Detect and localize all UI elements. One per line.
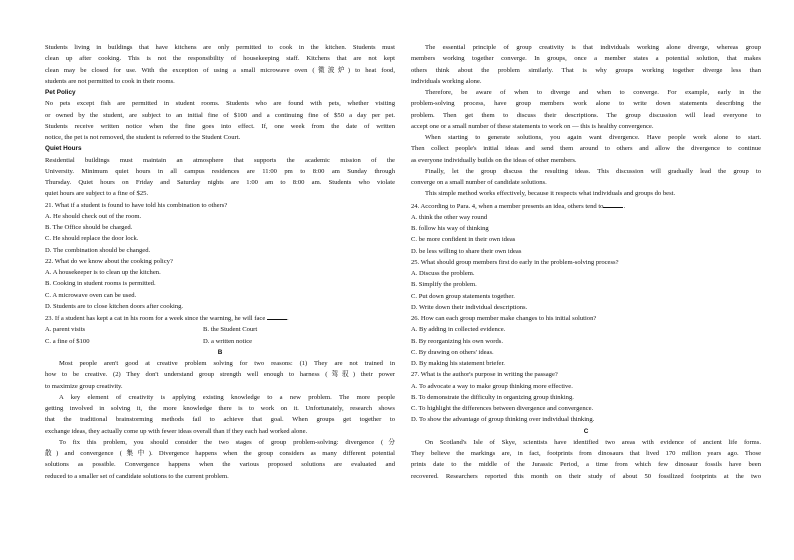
question-22-option[interactable]: B. Cooking in student rooms is permitted. — [45, 280, 156, 288]
passage-c-line: On Scotland's Isle of Skye, scientists have identified two areas with evidence of ancient life forms. — [425, 438, 761, 446]
question-24-option[interactable]: A. think the other way round — [411, 213, 488, 221]
kitchen-line: clean up after cooking. This is not the responsibility of housekeeping staff. Kitchens that are not kept — [45, 55, 395, 63]
passage-b-line: The essential principle of group creativity is that individuals working alone diverge, whereas group — [425, 44, 761, 51]
question-21-stem: 21. What if a student is found to have told his combination to others? — [45, 201, 228, 209]
passage-b-line: others think about the problem similarly. That is why groups working together diverge less than — [411, 66, 761, 74]
passage-b-line: Then collect people's initial ideas and send them around to others and allow the divergence to continue — [411, 145, 761, 153]
passage-b-line: exchange ideas, they actually come up with fewer ideas overall than if they each had worked alone. — [45, 427, 308, 435]
answer-blank[interactable] — [603, 200, 626, 210]
question-23-stem-text: 23. If a student has kept a cat in his room for a week since the warning, he will face — [45, 315, 266, 322]
question-26-option[interactable]: D. By making his statement briefer. — [411, 360, 505, 367]
passage-b-line: To fix this problem, you should consider the two stages of group problem-solving: divergence (分 — [59, 438, 395, 446]
question-27-stem: 27. What is the author's purpose in writing the passage? — [411, 371, 558, 379]
passage-c-line: They believe the markings are, in fact, footprints from dinosaurs that lived 170 million years ago. Those — [411, 450, 761, 457]
question-23-options-row — [45, 324, 395, 335]
section-c-heading: C — [583, 427, 589, 435]
question-27-option[interactable]: D. To show the advantage of group thinking over individual thinking. — [411, 416, 595, 424]
passage-b-line: This simple method works effectively, because it respects what individuals and groups do best. — [425, 190, 676, 198]
question-23-stem — [45, 312, 395, 324]
question-26-option[interactable]: A. By adding in collected evidence. — [411, 326, 506, 334]
quiet-line: University. Minimum quiet hours in all campus residences are 11:00 pm to 8:00 am Sunday through — [45, 167, 395, 175]
question-23-option[interactable]: B. the Student Court — [203, 326, 258, 334]
passage-b-line: to maximize group creativity. — [45, 382, 123, 390]
question-22-option[interactable]: D. Students are to close kitchen doors after cooking. — [45, 302, 184, 310]
kitchen-line: Students living in buildings that have kitchens are only permitted to cook in the kitchen. Students must — [45, 44, 395, 51]
passage-b-line: reduced to a smaller set of candidate solutions to the current problem. — [45, 472, 229, 480]
passage-b-line: how to be creative. (2) They don't understand group strength well enough to harness (驾驭) their power — [45, 371, 395, 379]
pet-line: Students receive written notice when the fine goes into effect. If, one week from the date of written — [45, 122, 395, 130]
passage-b-line: accept one or a small number of these statements to work on — this is healthy convergence. — [411, 122, 654, 130]
passage-b-line: problem. Then get them to discuss their descriptions. The group discussion will lead everyone to — [411, 111, 761, 119]
passage-c-line: prints date to the middle of the Jurassic Period, a time from which few dinosaur fossils have been — [411, 461, 761, 469]
passage-b-line: individuals working alone. — [411, 77, 482, 85]
left-column — [45, 42, 395, 482]
question-23-option[interactable]: C. a fine of $100 — [45, 337, 90, 345]
passage-b-line: solutions as possible. Convergence happens when the various proposed solutions are evaluated and — [45, 461, 395, 469]
question-24-option[interactable]: C. be more confident in their own ideas — [411, 236, 516, 244]
question-24-stem-end: . — [623, 202, 626, 210]
passage-b-line: members working together converge. In groups, once a member states a potential solution, that makes — [411, 55, 761, 63]
question-23-option[interactable]: D. a written notice — [203, 337, 253, 345]
question-22-stem: 22. What do we know about the cooking policy? — [45, 257, 173, 265]
question-24-option[interactable]: D. be less willing to share their own ideas — [411, 247, 522, 255]
passage-b-line: problem-solving process, have group members work alone to write down statements describing the — [411, 100, 761, 108]
question-24-stem-text: 24. According to Para. 4, when a member presents an idea, others tend to — [411, 202, 604, 210]
pet-policy-heading: Pet Policy — [45, 89, 76, 96]
question-24-stem — [411, 200, 761, 212]
pet-line: or owned by the student, are subject to an initial fine of $100 and a continuing fine of $50 a day per pet. — [45, 111, 395, 119]
section-b-heading: B — [217, 348, 223, 356]
question-27-option[interactable]: A. To advocate a way to make group thinking more effective. — [411, 382, 573, 390]
passage-b-line: as everyone individually builds on the ideas of other members. — [411, 156, 577, 164]
passage-b-line: Most people aren't good at creative problem solving for two reasons: (1) They are not trained in — [59, 360, 395, 367]
passage-b-line: 散) and convergence (集中). Divergence happens when the group considers as many different potential — [45, 450, 395, 457]
quiet-line: Residential buildings must maintain an atmosphere that supports the academic mission of the — [45, 156, 395, 164]
pet-line: notice, the pet is not removed, the student is referred to the Student Court. — [45, 134, 241, 141]
question-27-option[interactable]: B. To demonstrate the difficulty in organizing group thinking. — [411, 393, 574, 401]
question-25-option[interactable]: B. Simplify the problem. — [411, 281, 477, 289]
question-22-option[interactable]: A. A housekeeper is to clean up the kitchen. — [45, 269, 161, 276]
answer-blank[interactable] — [267, 312, 287, 320]
question-21-option[interactable]: D. The combination should be changed. — [45, 246, 151, 254]
passage-b-line: Finally, let the group discuss the resulting ideas. This discussion will gradually lead the group to — [425, 167, 761, 175]
question-21-option[interactable]: C. He should replace the door lock. — [45, 235, 139, 243]
question-23-stem-end: . — [286, 315, 289, 322]
passage-b-line: Therefore, be aware of when to diverge and when to converge. For example, early in the — [425, 89, 761, 96]
quiet-line: quiet hours are subject to a fine of $25. — [45, 190, 149, 198]
question-26-option[interactable]: C. By drawing on others' ideas. — [411, 348, 494, 356]
quiet-line: Thursday. Quiet hours on Friday and Saturday nights are 1:00 am to 8:00 am. Students who violate — [45, 179, 395, 186]
passage-b-line: converge on a small number of candidate solutions. — [411, 179, 547, 186]
quiet-hours-heading: Quiet Hours — [45, 145, 82, 153]
pet-line: No pets except fish are permitted in student rooms. Students who are found with pets, whether visiting — [45, 100, 395, 108]
question-26-stem: 26. How can each group member make changes to his initial solution? — [411, 315, 597, 322]
passage-b-line: A key element of creativity is applying existing knowledge to a new problem. The more people — [59, 393, 395, 401]
question-21-option[interactable]: A. He should check out of the room. — [45, 212, 142, 220]
passage-b-line: getting involved in solving it, the more knowledge there is to work on it. Unfortunately, research shows — [45, 405, 395, 412]
right-column — [411, 42, 761, 482]
passage-c-line: recovered. Researchers reported this month on their study of about 50 fossilized footprints at the two — [411, 472, 761, 480]
question-23-options-row — [45, 336, 395, 347]
passage-b-line: that the traditional brainstorming methods fail to achieve that goal. When groups get together to — [45, 416, 395, 424]
question-22-option[interactable]: C. A microwave oven can be used. — [45, 291, 137, 299]
question-26-option[interactable]: B. By reorganizing his own words. — [411, 337, 504, 345]
question-25-option[interactable]: D. Write down their individual descriptions. — [411, 303, 528, 311]
question-25-option[interactable]: A. Discuss the problem. — [411, 270, 475, 277]
kitchen-line: clean may be closed for use. With the exception of using a small microwave oven (微波炉) to heat food, — [45, 66, 395, 74]
question-23-option[interactable]: A. parent visits — [45, 326, 86, 334]
question-25-option[interactable]: C. Put down group statements together. — [411, 292, 515, 300]
passage-b-line: When starting to generate solutions, you again want divergence. Have people work alone to start. — [425, 134, 761, 141]
question-27-option[interactable]: C. To highlight the differences between divergence and convergence. — [411, 405, 594, 412]
question-21-option[interactable]: B. The Office should be charged. — [45, 224, 133, 231]
kitchen-line: students are not permitted to cook in their rooms. — [45, 77, 175, 85]
question-25-stem: 25. What should group members first do early in the problem-solving process? — [411, 258, 619, 266]
question-24-option[interactable]: B. follow his way of thinking — [411, 225, 489, 232]
